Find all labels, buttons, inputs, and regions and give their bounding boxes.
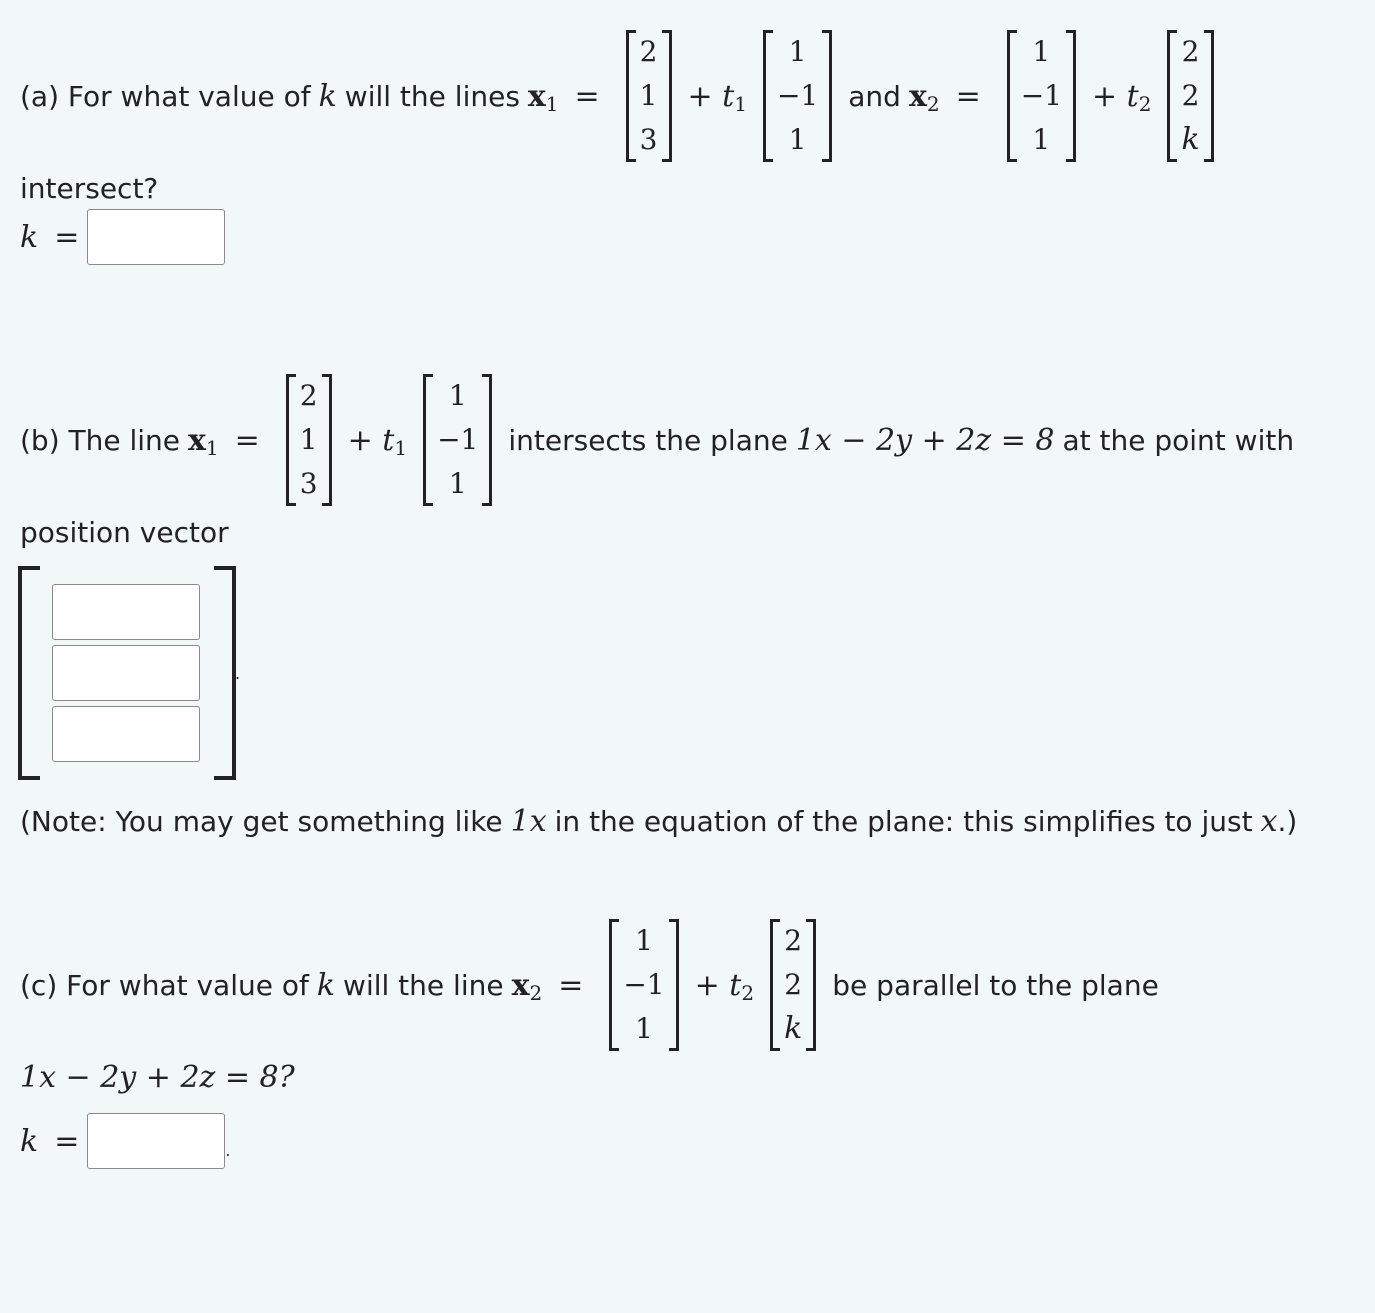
part-b-point-vector — [286, 374, 332, 506]
part-c-point-vector — [609, 919, 678, 1051]
part-c-dir-vector — [770, 919, 816, 1051]
vector-entry: 1 — [639, 79, 658, 112]
part-c-plane: 1x − 2y + 2z = 8? — [20, 1059, 295, 1095]
note-mid: in the equation of the plane: this simplifies to just — [554, 804, 1253, 838]
part-a-prefix: (a) For what value of — [20, 79, 311, 113]
part-a-t1-sub: 1 — [734, 92, 747, 116]
vector-entry: −1 — [1020, 79, 1062, 112]
part-b-plane: 1x − 2y + 2z = 8 — [795, 422, 1055, 458]
vector-entry: 2 — [299, 379, 318, 412]
note-var: x — [1260, 803, 1278, 839]
vector-entry: 3 — [639, 123, 658, 156]
part-a-question — [20, 28, 1214, 164]
vector-entry: 3 — [299, 467, 318, 500]
part-b-t1-sub: 1 — [394, 436, 408, 460]
vector-entry: 2 — [784, 968, 803, 1001]
part-b-answer-x-input[interactable] — [52, 584, 200, 640]
part-c-answer-eq: = — [54, 1123, 80, 1159]
part-c-prefix: (c) For what value of — [20, 968, 309, 1002]
vector-entry: 2 — [784, 924, 803, 957]
part-a-suffix: intersect? — [20, 171, 159, 205]
vector-entry: 2 — [639, 35, 658, 68]
part-b-period: . — [235, 664, 241, 683]
part-a-point2-vector — [1007, 30, 1076, 162]
part-a-eq2: = — [955, 78, 981, 114]
part-a-suffix-line — [20, 168, 158, 208]
part-b-answer-z-input[interactable] — [52, 706, 200, 762]
vector-entry: 1 — [448, 379, 467, 412]
vector-entry: 1 — [788, 123, 807, 156]
part-a-answer-label: k — [20, 219, 39, 255]
part-b-answer-matrix — [18, 566, 236, 780]
vector-entry: 1 — [635, 1012, 653, 1045]
part-a-mid: will the lines — [344, 79, 520, 113]
part-c-k: k — [316, 967, 336, 1003]
part-b-plus-t1: + t — [347, 422, 395, 458]
part-c-mid: will the line — [343, 968, 504, 1002]
part-a-answer-eq: = — [54, 219, 80, 255]
part-c-k-input[interactable] — [87, 1113, 225, 1169]
part-a-dir1-vector — [763, 30, 832, 162]
vector-entry: −1 — [437, 423, 479, 456]
part-b-question — [20, 372, 1294, 508]
part-b-answer-y-input[interactable] — [52, 645, 200, 701]
part-b-x1: x — [188, 422, 206, 458]
part-a-k: k — [318, 78, 337, 114]
part-c-question — [20, 917, 1159, 1053]
vector-entry: 1 — [1032, 123, 1051, 156]
part-a-x1-sub: 1 — [545, 92, 559, 116]
part-b-dir-vector — [423, 374, 492, 506]
vector-entry: 1 — [635, 924, 653, 957]
part-c-x2-sub: 2 — [529, 981, 543, 1005]
part-c-eq: = — [558, 967, 584, 1003]
part-c-answer-label: k — [20, 1123, 39, 1159]
part-c-x2: x — [511, 967, 530, 1003]
part-a-dir2-vector — [1167, 30, 1213, 162]
vector-entry: 2 — [1181, 35, 1200, 68]
part-b-suffix: at the point with — [1062, 423, 1295, 457]
vector-entry: k — [784, 1011, 803, 1046]
part-a-eq1: = — [574, 78, 600, 114]
part-a-plus-t2: + t — [1091, 78, 1139, 114]
vector-entry: 1 — [299, 423, 318, 456]
part-c-plane-line — [20, 1056, 295, 1098]
part-a-plus-t1: + t — [687, 78, 735, 114]
part-a-and: and — [848, 79, 901, 113]
part-a-x2: x — [908, 78, 927, 114]
vector-entry: −1 — [623, 968, 665, 1001]
vector-entry: k — [1181, 122, 1200, 157]
part-b-prefix: (b) The line — [20, 423, 181, 457]
vector-entry: 1 — [788, 35, 807, 68]
part-b-x1-sub: 1 — [205, 436, 219, 460]
part-b-line2 — [20, 512, 229, 552]
note-line — [20, 800, 1297, 842]
part-c-plus-t2: + t — [694, 967, 742, 1003]
note-end: .) — [1277, 804, 1298, 838]
part-c-t2-sub: 2 — [741, 981, 755, 1005]
part-a-answer-row — [20, 208, 225, 266]
note-term: 1x — [510, 803, 547, 839]
left-bracket — [18, 566, 40, 780]
part-c-period: . — [225, 1141, 231, 1160]
part-b-position-vector-label: position vector — [20, 515, 229, 549]
vector-entry: 1 — [448, 467, 467, 500]
vector-entry: −1 — [776, 79, 819, 112]
part-a-x2-sub: 2 — [926, 92, 940, 116]
part-a-t2-sub: 2 — [1138, 92, 1152, 116]
part-c-answer-row — [20, 1112, 230, 1170]
part-a-x1: x — [527, 78, 546, 114]
part-b-mid: intersects the plane — [508, 423, 788, 457]
vector-entry: 2 — [1181, 79, 1200, 112]
part-c-suffix: be parallel to the plane — [832, 968, 1159, 1002]
part-a-k-input[interactable] — [87, 209, 225, 265]
part-a-point1-vector — [626, 30, 672, 162]
part-b-eq: = — [234, 422, 260, 458]
note-pre: (Note: You may get something like — [20, 804, 503, 838]
vector-entry: 1 — [1032, 35, 1051, 68]
right-bracket — [214, 566, 236, 780]
